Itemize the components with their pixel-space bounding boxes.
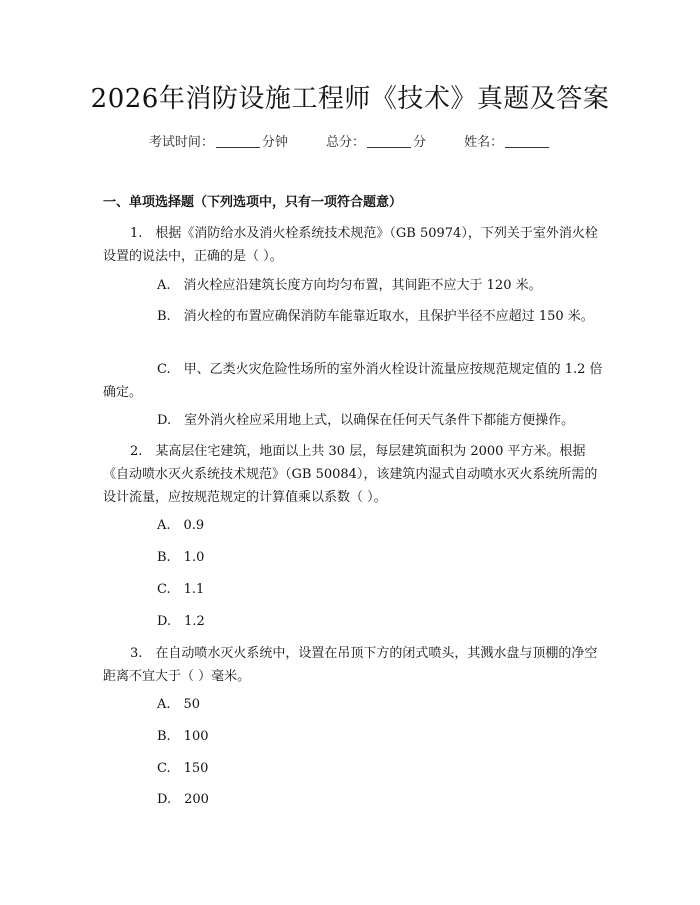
exam-time-label: 考试时间： <box>148 135 214 150</box>
document-title: 2026年消防设施工程师《技术》真题及答案 <box>90 84 610 114</box>
total-score-unit: 分 <box>413 135 427 150</box>
question-1-option-a: A. 消火栓应沿建筑长度方向均匀布置，其间距不应大于 120 米。 <box>157 278 542 293</box>
question-1-option-d: D. 室外消火栓应采用地上式，以确保在任何天气条件下都能方便操作。 <box>157 413 575 428</box>
total-score <box>326 135 426 150</box>
exam-time <box>149 135 288 150</box>
question-2-option-b: B. 1.0 <box>157 550 205 565</box>
exam-time-unit: 分钟 <box>261 135 288 150</box>
student-name-label: 姓名： <box>464 135 504 150</box>
question-1-stem: 1. 根据《消防给水及消火栓系统技术规范》（GB 50974），下列关于室外消火栓设置的说法中，正确的是（ ）。 <box>103 226 598 264</box>
total-score-blank <box>367 135 411 148</box>
question-3-option-c: C. 150 <box>157 761 209 776</box>
question-1-option-c: C. 甲、乙类火灾危险性场所的室外消火栓设计流量应按规范规定值的 1.2 倍确定。 <box>103 362 603 400</box>
section-title: 一、单项选择题（下列选项中，只有一项符合题意） <box>103 195 403 210</box>
question-3-stem: 3. 在自动喷水灭火系统中，设置在吊顶下方的闭式喷头，其溅水盘与顶棚的净空距离不宜大于（ ）毫米。 <box>103 646 598 684</box>
question-3-option-d: D. 200 <box>157 792 209 807</box>
question-2-option-c: C. 1.1 <box>157 582 205 597</box>
question-3-option-a: A. 50 <box>157 697 201 712</box>
student-name-blank <box>505 135 549 148</box>
exam-time-blank <box>216 135 260 148</box>
total-score-label: 总分： <box>325 135 365 150</box>
question-1-option-b: B. 消火栓的布置应确保消防车能靠近取水，且保护半径不应超过 150 米。 <box>157 309 594 324</box>
exam-info-line <box>0 131 700 150</box>
question-2-stem: 2. 某高层住宅建筑，地面以上共 30 层，每层建筑面积为 2000 平方米。根据《自动喷水灭火系统技术规范》（GB 50084），该建筑内湿式自动喷水灭火系统所需的设计流量，应按规范规定的计算值乘以系数（ ）。 <box>103 444 598 505</box>
question-2-option-d: D. 1.2 <box>157 614 205 629</box>
question-3-option-b: B. 100 <box>157 729 209 744</box>
question-2-option-a: A. 0.9 <box>157 518 205 533</box>
student-name <box>464 135 551 150</box>
